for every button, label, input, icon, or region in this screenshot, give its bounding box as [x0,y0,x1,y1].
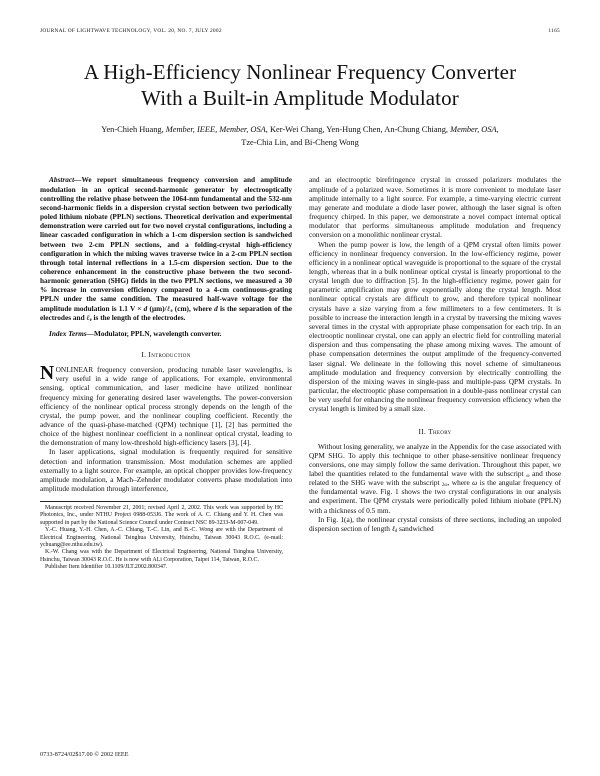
theory-paragraph-1a: Without losing generality, we analyze in the Appendix for the case associated with QPM SHG. To apply this technique to other phase-sensitive nonlinear frequency conversions, one may simply follow the same derivation. Throughout this paper, we label the quantities related to the fundamental wave with the subscript [309,441,561,478]
footnote-manuscript: Manuscript received November 21, 2001; revised April 2, 2002. This work was supported by HC Photonics, Inc., under NTHU Project 0988-053J6. The work of A. C. Chiang and Y. H. Chen was supported in part by the National Science Council under Contract NSC 89-3233-M-007-049. [40,505,283,526]
symbol-ell: ℓ [166,303,171,313]
right-paragraph-1: and an electrooptic birefringence crystal in crossed polarizers modulates the amplitude of a polarized wave. Sometimes it is more convenient to modulate laser amplitude internally to a light source. For example, a time-varying electric current may generate and modulate a diode laser power, although the laser signal is often frequency chirped. In this paper, we demonstrate a novel compact internal optical modulator that performs simultaneous amplitude modulation and frequency conversion on a monolithic nonlinear crystal. [309,175,561,240]
abstract-formula-tail3: is the length of the electrodes. [91,312,186,322]
footnote-publisher-item-identifier: Publisher Item Identifier 10.1109/JLT.2002.800347. [45,564,168,571]
abstract [40,175,292,322]
symbol-d-2: d [214,303,218,313]
author-names-b: , Ker-Wei Chang, Yen-Hung Chen, An-Chung Chiang, [265,125,451,135]
theory-paragraph-1d: is the angular frequency of the fundamental wave. Fig. 1 shows the two crystal configurations in our analysis and experiment. The QPM crystals were periodically poled lithium niobate (PPLN) with a thickness of 0.5 mm. [309,478,561,515]
footnote-author-former-affiliation: K.-W. Chang was with the Department of Electrical Engineering, National Tsinghua University, Hsinchu, Taiwan 30043 R.O.C. He is now with ALi Corporation, Taipei 114, Taiwan, R.O.C. [40,549,283,563]
journal-reference: JOURNAL OF LIGHTWAVE TECHNOLOGY, VOL. 20, NO. 7, JULY 2002 [40,28,222,34]
theory-paragraph-2 [309,515,561,533]
section-heading-introduction: I. Introduction [141,350,191,360]
author-line-2: Tze-Chia Lin, and Bi-Cheng Wong [241,137,359,147]
author-comma: , [496,125,499,135]
intro-paragraph-1-text: ONLINEAR frequency conversion, producing tunable laser wavelengths, is very useful in a wide range of applications. For example, environmental sensing, optical communication, and laser medicine have utilized nonlinear frequency mixing for generating desired laser wavelengths. The power-conversion efficiency of the nonlinear optical process strongly depends on the length of the crystal, the pump power, and the nonlinear coupling coefficient. Recently the advance of the quasi-phase-matched (QPM) technique [1], [2] has permitted the choice of the highest nonlinear coefficient in a nonlinear optical crystal, leading to the demonstration of many low-threshold high-efficiency lasers [3], [4]. [40,365,292,448]
issn-line: 0733-8724/02$17.00 © 2002 IEEE [40,752,129,758]
symbol-ell-subscript: e [170,308,173,314]
abstract-formula-mid2: m)/ [156,303,167,313]
running-head [40,28,560,34]
abstract-formula-mid: ( [147,303,152,313]
intro-paragraph-2: In laser applications, signal modulation is frequently required for sensitive detection and information transmission. Most modulation schemes are applied externally to a light source. For example, an optical chopper provides low-frequency amplitude modulation, a Mach–Zehnder modulator converts phase modulation into amplitude modulation through interference, [40,447,292,494]
abstract-formula-tail: (cm), where [172,303,215,313]
author-affil-b: Member, OSA [450,125,497,135]
subscript-two-omega: 2ω [442,483,448,489]
page-title [54,60,546,111]
index-terms [40,329,292,338]
theory-paragraph-1 [309,442,561,515]
author-affil-a: Member, IEEE, Member, OSA [165,125,266,135]
symbol-omega: ω [472,478,478,488]
drop-cap: N [40,363,55,385]
index-terms-lead: Index Terms— [49,328,94,338]
body-columns [40,175,560,571]
abstract-formula-prefix: × [137,303,144,313]
right-paragraph-2: When the pump power is low, the length of a QPM crystal often limits power efficiency in nonlinear frequency conversion. In the low-efficiency regime, power efficiency in a nonlinear optical waveguide is proportional to the square of the crystal length, whereas that in a bulk nonlinear optical crystal is linearly proportional to the crystal length due to diffraction [5]. In the high-efficiency regime, power gain for parametric amplification may grow exponentially along the crystal length. Most nonlinear optical crystals are difficult to grow, and therefore typical nonlinear crystals have a size varying from a few millimeters to a few centimeters. It is possible to increase the interaction length in a crystal by traversing the mixing waves several times in the crystal with appropriate phase compensation for each trip. In an electrooptic nonlinear crystal, one can apply an electric field for controlling material dispersion and thus compensating the phase among mixing waves. The amount of phase compensation determines the output amplitude of the frequency-converted laser signal. We delineate in the following this novel scheme of simultaneous amplitude modulation and frequency conversion by electrically controlling the dispersion of the mixing waves in single-pass and multiple-pass QPM crystals. In particular, the electrooptic phase compensation in a double-pass nonlinear crystal can be very useful for enhancing the nonlinear frequency conversion efficiency when the crystal length is limited by a small size. [309,239,561,414]
theory-paragraph-2b: sandwiched [397,523,434,533]
index-terms-text: Modulator, PPLN, wavelength converter. [93,328,222,338]
column-left [40,175,292,571]
symbol-ell-2: ℓ [86,312,90,322]
title-line-1: A High-Efficiency Nonlinear Frequency Converter [83,60,517,84]
symbol-mu: μ [151,303,157,313]
theory-paragraph-2a: In Fig. 1(a), the nonlinear crystal consists of three sections, including an unpoled dispersion section of length [309,514,561,533]
footnote-block [40,501,283,571]
author-list [50,124,550,149]
author-line-1 [50,124,550,137]
symbol-d: d [143,303,148,313]
abstract-text: We report simultaneous frequency conversion and amplitude modulation in an optical second-harmonic generator by electrooptically controlling the relative phase between the 1064-nm fundamental and the 532-nm second-harmonic fields in a dispersion crystal section between two periodically poled lithium niobate (PPLN) sections. Theoretical derivation and experimental demonstration were carried out for two novel crystal configurations, including a linear cascaded configuration in which a 1-cm dispersion section is sandwiched between two 2-cm PPLN sections, and a folding-crystal high-efficiency configuration in which the mixing waves traverse twice in a 2-cm PPLN section through total internal reflections in a 1.5-cm dispersion section. Due to the coherence enhancement in the constructive phase between the two second-harmonic generation (SHG) fields in the two PPLN sections, we measured a 30 % increase in conversion efficiency compared to a 4-cm continuous-grating PPLN under the same condition. The measured half-wave voltage for the amplitude modulation is 1.1 V [40,175,292,313]
intro-paragraph-1 [40,365,292,447]
column-right [309,175,561,533]
section-heading-theory: II. Theory [418,426,452,436]
theory-paragraph-1b: and those related to the SHG wave with the subscript [309,468,561,488]
title-line-2: With a Built-in Amplitude Modulator [141,85,459,110]
page-number: 1165 [548,28,560,34]
footnote-authors-affiliation: Y.-C. Huang, Y.-H. Chen, A.-C. Chiang, T.-C. Lin, and B.-C. Wong are with the Department of Electrical Engineering, National Tsinghua University, Hsinchu, Taiwan 30043 R.O.C. (e-mail: ychuang@ee.nthu.edu.tw). [40,527,283,548]
symbol-ell-d: ℓ [391,523,395,533]
symbol-ell-subscript-2: e [89,317,92,323]
abstract-formula-tail2: is the separation of the electrodes and [40,303,292,322]
subscript-omega: ω [526,474,530,479]
symbol-ell-d-subscript: d [394,528,398,534]
abstract-lead: Abstract— [49,175,82,185]
theory-paragraph-1c: , where [447,478,473,488]
author-names-a: Yen-Chieh Huang, [101,125,166,135]
